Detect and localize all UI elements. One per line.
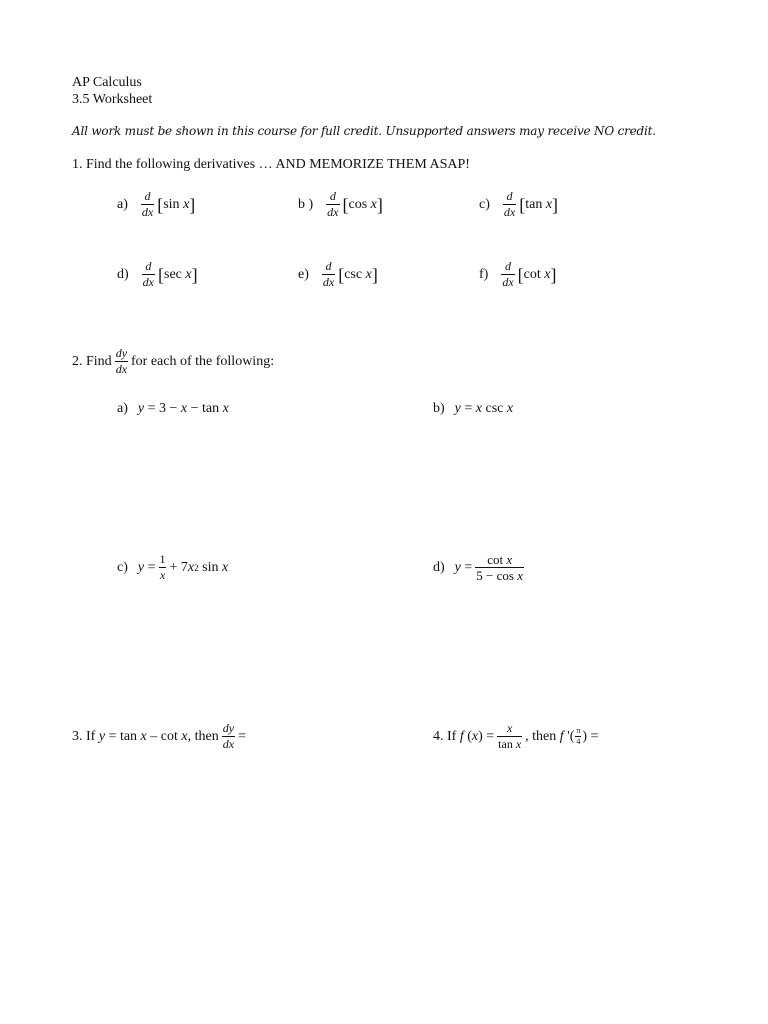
q2-item-c <box>117 553 228 582</box>
q2-expr-c: y = $\frac{1}{x}$ + 7 x 2 sin x <box>137 552 229 582</box>
q2-expr-b: y = x csc x <box>454 401 514 416</box>
q1-item-b <box>298 190 383 219</box>
q1-expr-f: $\frac{d}{dx}$ [ cot x ] <box>502 259 557 289</box>
q1-label-c: c) <box>479 196 490 212</box>
q2-prompt <box>72 347 274 376</box>
q1-item-a <box>117 190 195 219</box>
q2-label-d: d) <box>433 559 445 575</box>
q3-mid2: – cot <box>150 728 178 744</box>
func-cot: cot <box>523 266 541 282</box>
func-cos: cos <box>348 196 368 212</box>
func-sin: sin <box>163 196 180 212</box>
q1-label-f: f) <box>479 266 489 282</box>
q2-label-a: a) <box>117 401 128 416</box>
q2-label-c: c) <box>117 559 128 575</box>
q4-then: , then <box>525 728 557 744</box>
q1-item-e <box>298 260 378 289</box>
q2-item-b <box>433 401 513 417</box>
q2-item-a <box>117 401 229 417</box>
q3-pre: 3. If <box>72 728 96 744</box>
q1-item-c <box>479 190 558 219</box>
q3: 3. If y = tan x – cot x , then $\frac{dy}{dx}$ = <box>72 721 246 751</box>
q1-item-d <box>117 260 198 289</box>
func-csc: csc <box>344 266 363 282</box>
q2-prompt-post: for each of the following: <box>131 353 275 369</box>
q3-then: , then <box>187 728 219 744</box>
q1-label-b: b ) <box>298 196 314 212</box>
credit-note: All work must be shown in this course for full credit. Unsupported answers may receive NO credit. <box>72 124 656 138</box>
dy-dx-fraction: $\frac{dy}{dx}$ <box>115 346 128 376</box>
q1-expr-a: $\frac{d}{dx}$ [ sin x ] <box>141 189 196 219</box>
course-title: AP Calculus <box>72 75 142 90</box>
q2-label-b: b) <box>433 401 445 416</box>
q3-dy-dx: $\frac{dy}{dx}$ <box>222 721 235 751</box>
q1-prompt: 1. Find the following derivatives … AND MEMORIZE THEM ASAP! <box>72 157 470 172</box>
q4-pre: 4. If <box>433 728 457 744</box>
q1-item-f <box>479 260 556 289</box>
q1-expr-c: $\frac{d}{dx}$ [ tan x ] <box>503 189 559 219</box>
q2-expr-a: y = 3 − x − tan x <box>137 401 229 416</box>
q2-expr-d: y = $\frac{\text{cot x}}{\text{5 − cos x}}$ <box>454 552 523 583</box>
worksheet-title: 3.5 Worksheet <box>72 92 153 107</box>
q4: 4. If f ( x ) = $\frac{x}{\text{tan x}}$ , then f '( $\frac{\pi}{4}$ ) = <box>433 721 599 751</box>
q2-item-d <box>433 553 527 582</box>
q2-prompt-pre: 2. Find <box>72 353 112 369</box>
q1-label-d: d) <box>117 266 129 282</box>
func-sec: sec <box>164 266 182 282</box>
q3-mid: = tan <box>108 728 138 744</box>
q1-expr-b: $\frac{d}{dx}$ [ cos x ] <box>327 189 383 219</box>
q1-label-a: a) <box>117 196 128 212</box>
func-tan: tan <box>525 196 543 212</box>
q1-expr-d: $\frac{d}{dx}$ [ sec x ] <box>142 259 198 289</box>
q1-label-e: e) <box>298 266 309 282</box>
q1-expr-e: $\frac{d}{dx}$ [ csc x ] <box>322 259 378 289</box>
